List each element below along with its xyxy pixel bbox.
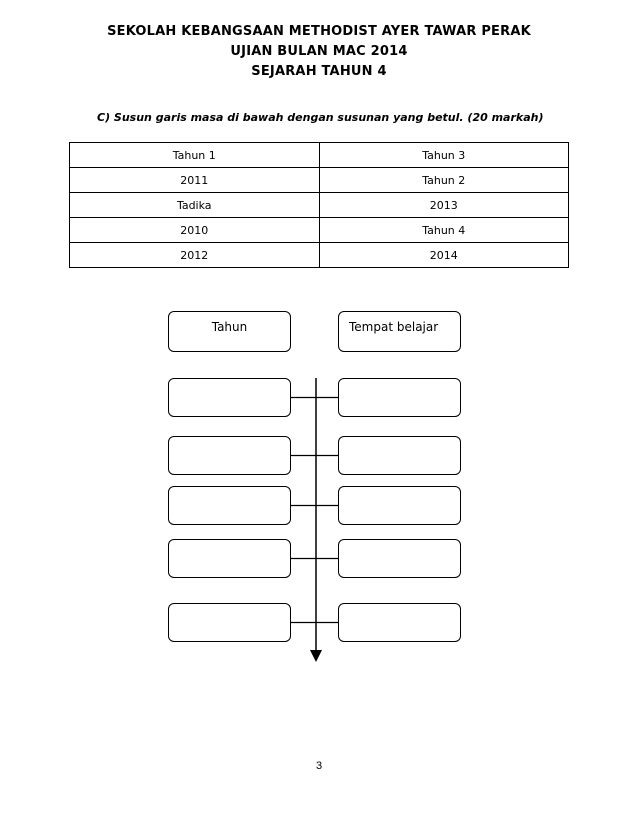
table-cell: Tahun 4 xyxy=(319,218,569,243)
subject-title: SEJARAH TAHUN 4 xyxy=(251,64,387,79)
place-answer-box[interactable] xyxy=(338,378,461,417)
table-cell: 2013 xyxy=(319,193,569,218)
table-cell: 2011 xyxy=(70,168,320,193)
year-answer-box[interactable] xyxy=(168,486,291,525)
place-answer-box[interactable] xyxy=(338,486,461,525)
year-column-header-box xyxy=(168,311,291,352)
school-name: SEKOLAH KEBANGSAAN METHODIST AYER TAWAR PERAK xyxy=(107,24,531,39)
place-answer-box[interactable] xyxy=(338,603,461,642)
timeline-connectors xyxy=(291,398,338,623)
place-answer-box[interactable] xyxy=(338,539,461,578)
year-answer-box[interactable] xyxy=(168,378,291,417)
table-cell: 2012 xyxy=(70,243,320,268)
place-answer-box[interactable] xyxy=(338,436,461,475)
place-column-header: Tempat belajar xyxy=(349,320,439,334)
table-cell: Tadika xyxy=(70,193,320,218)
table-cell: Tahun 1 xyxy=(70,143,320,168)
exam-title: UJIAN BULAN MAC 2014 xyxy=(230,44,408,59)
year-answer-box[interactable] xyxy=(168,436,291,475)
question-text: C) Susun garis masa di bawah dengan susunan yang betul. (20 markah) xyxy=(97,111,544,124)
year-answer-box[interactable] xyxy=(168,603,291,642)
year-column-header: Tahun xyxy=(211,320,248,334)
year-answer-box[interactable] xyxy=(168,539,291,578)
table-cell: Tahun 3 xyxy=(319,143,569,168)
table-cell: 2014 xyxy=(319,243,569,268)
table-cell: 2010 xyxy=(70,218,320,243)
page-number: 3 xyxy=(315,760,323,772)
table-cell: Tahun 2 xyxy=(319,168,569,193)
place-column-header-box xyxy=(338,311,461,352)
